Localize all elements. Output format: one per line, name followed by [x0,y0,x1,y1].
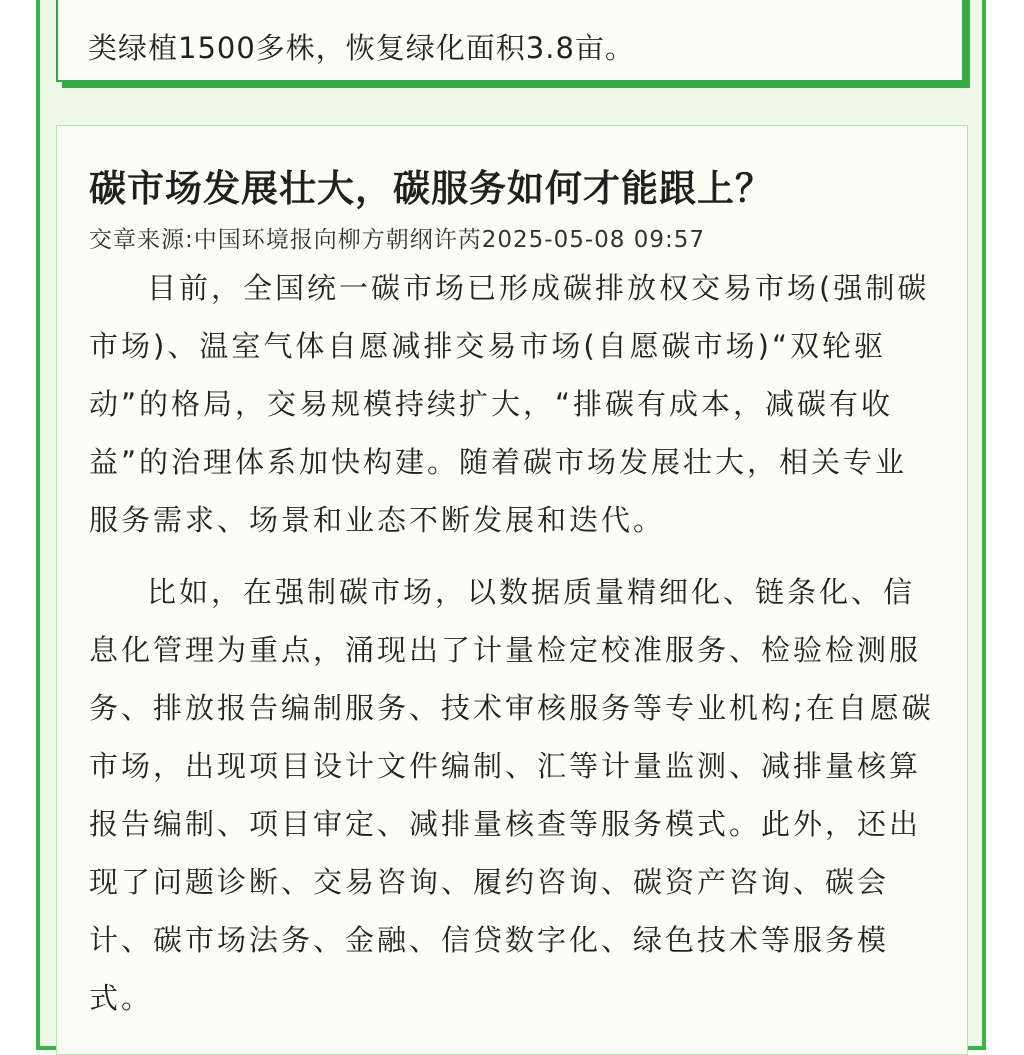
article-source-line: 交章来源:中国环境报向柳方朝纲许芮2025-05-08 09:57 [89,227,706,253]
previous-card-text: 类绿植1500多株，恢复绿化面积3.8亩。 [88,31,635,65]
article-paragraph-2: 比如，在强制碳市场，以数据质量精细化、链条化、信息化管理为重点，涌现出了计量检定校准服务、检验检测服务、排放报告编制服务、技术审核服务等专业机构;在自愿碳市场，出现项目设计文件编制、汇等计量监测、减排量核算报告编制、项目审定、减排量核查等服务模式。此外，还出现了问题诊断、交易咨询、履约咨询、碳资产咨询、碳会计、碳市场法务、金融、信贷数字化、绿色技术等服务模式。 [89,575,934,1015]
article-body [89,259,939,1027]
article-title: 碳市场发展壮大，碳服务如何才能跟上？ [89,167,773,210]
previous-article-card [56,0,964,82]
article-paragraph-1: 目前，全国统一碳市场已形成碳排放权交易市场(强制碳市场)、温室气体自愿减排交易市场(自愿碳市场)“双轮驱动”的格局，交易规模持续扩大，“排碳有成本，减碳有收益”的治理体系加快构建。随着碳市场发展壮大，相关专业服务需求、场景和业态不断发展和迭代。 [89,271,930,537]
article-card [56,125,968,1055]
